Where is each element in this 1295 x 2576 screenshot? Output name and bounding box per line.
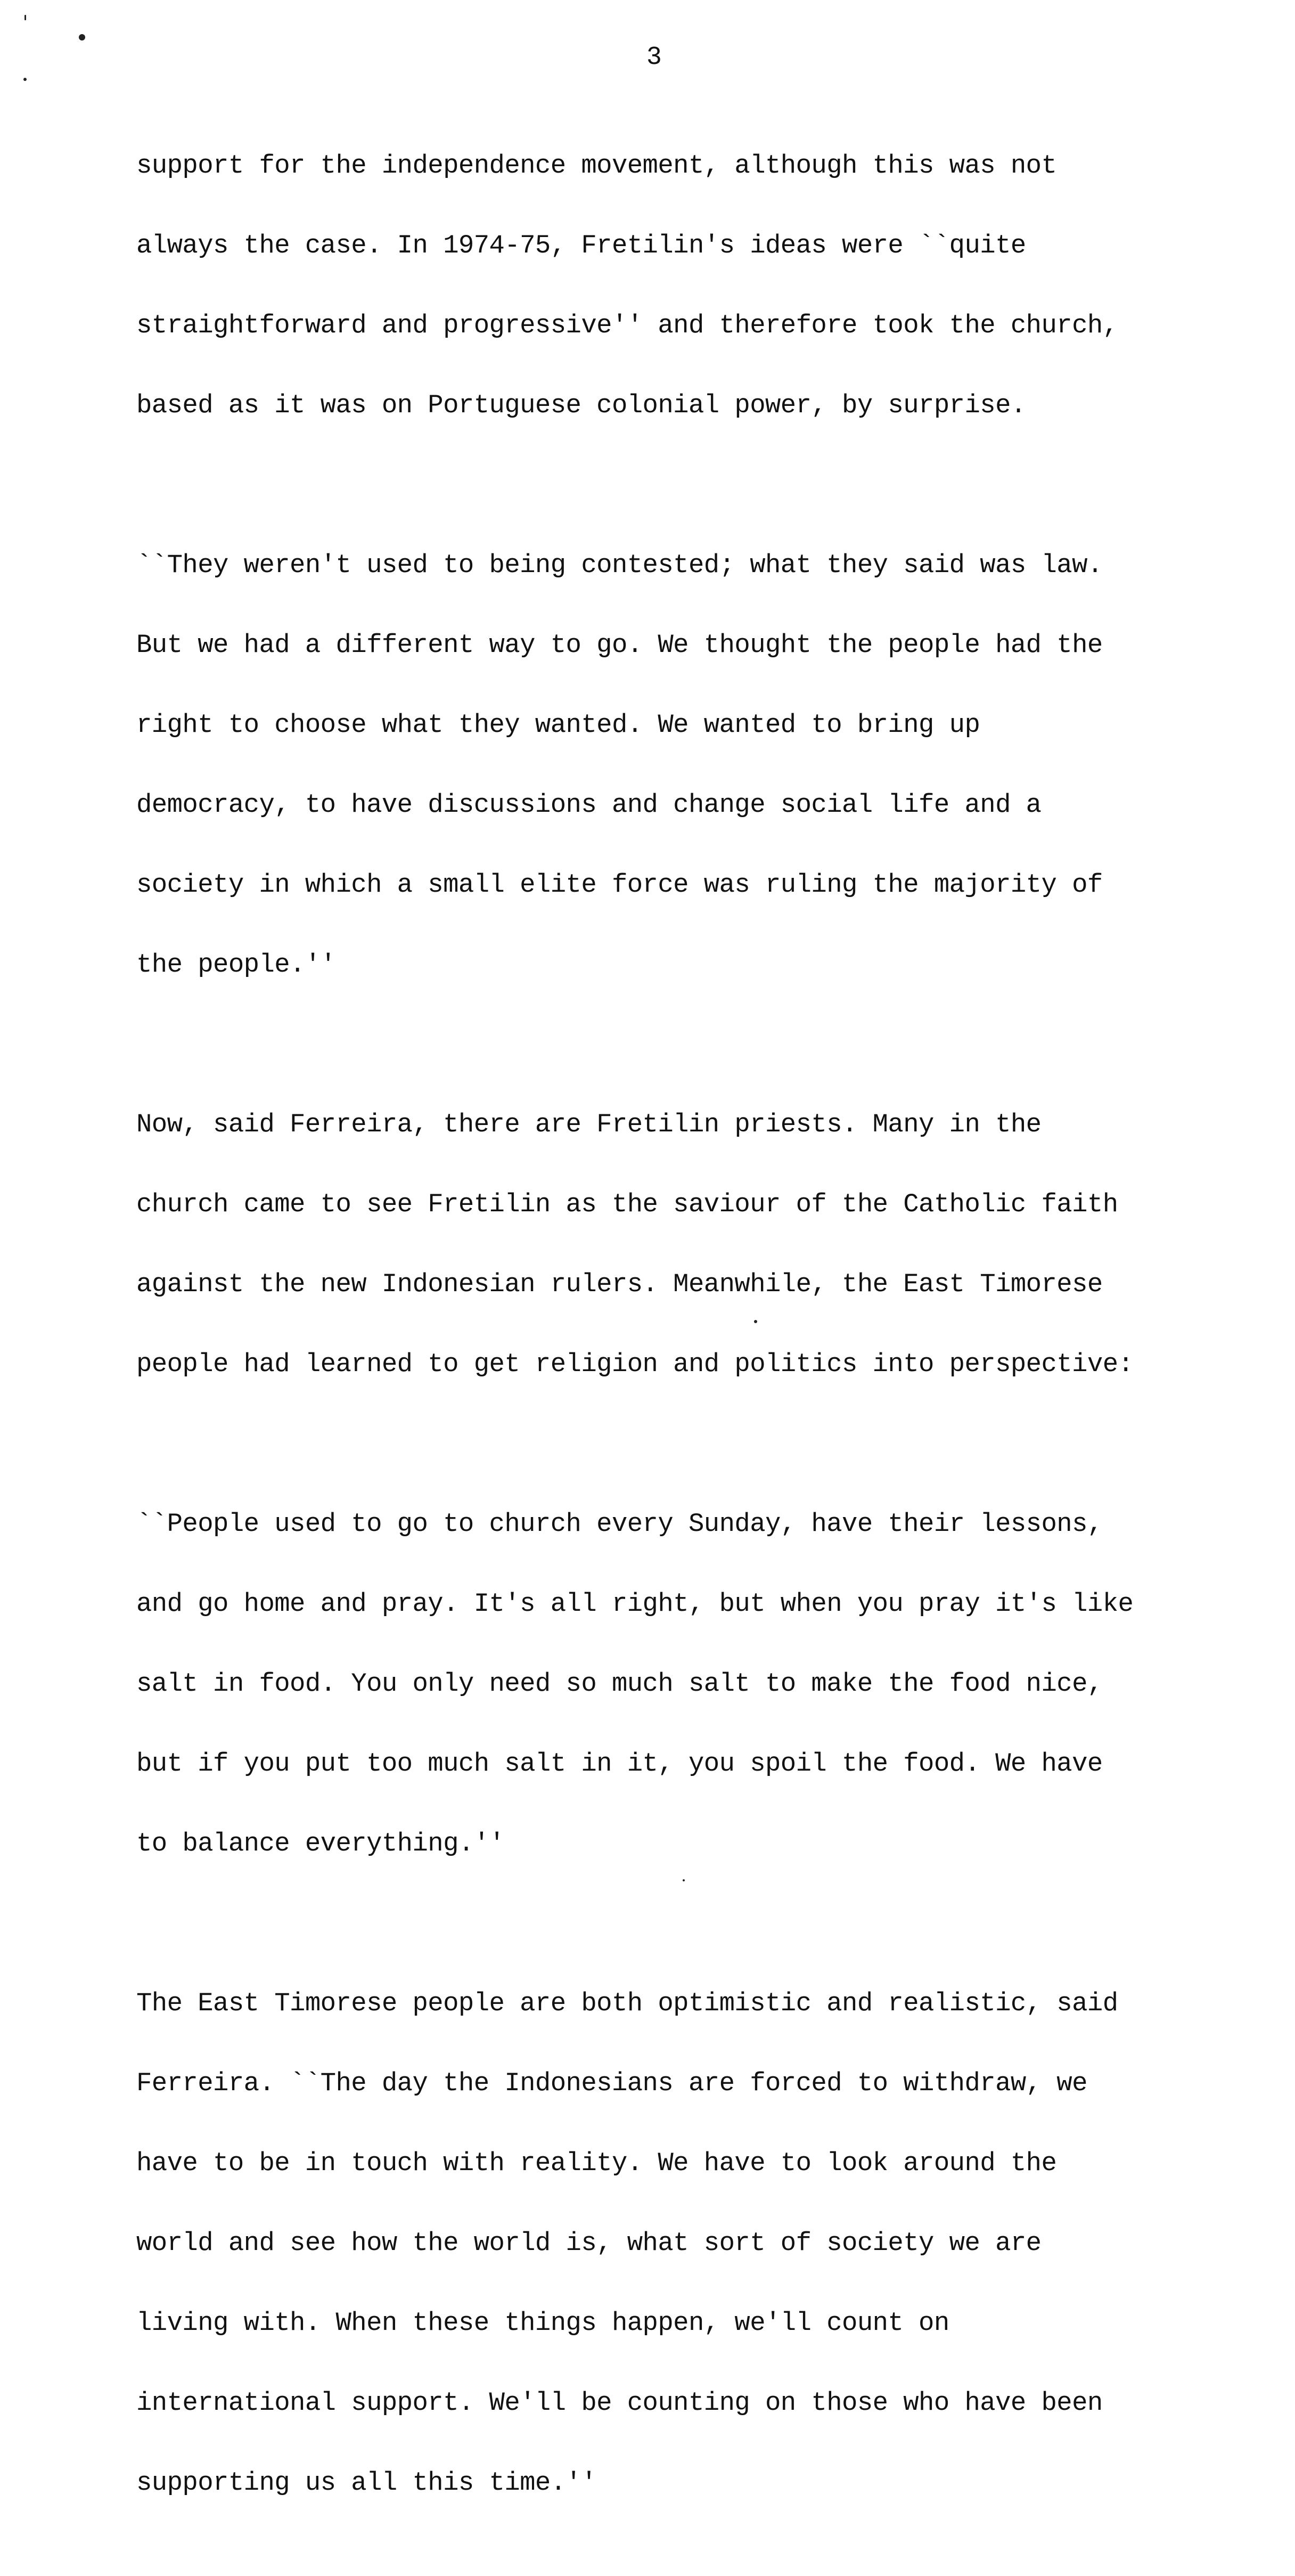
document-body (136, 99, 1255, 2576)
text-line: Ferreira. ``The day the Indonesians are forced to withdraw, we (136, 2068, 1087, 2098)
text-line: to balance everything.'' (136, 1829, 505, 1858)
text-line: The East Timorese people are both optimistic and realistic, said (136, 1988, 1118, 2018)
paragraph-4 (136, 1457, 1255, 1910)
paragraph-5 (136, 1937, 1255, 2549)
text-line: salt in food. You only need so much salt to make the food nice, (136, 1669, 1103, 1699)
paragraph-1 (136, 99, 1255, 472)
text-line: living with. When these things happen, we'll count on (136, 2308, 949, 2338)
text-line: have to be in touch with reality. We have to look around the (136, 2148, 1057, 2178)
text-line: but if you put too much salt in it, you spoil the food. We have (136, 1749, 1103, 1779)
scan-speck (79, 34, 85, 40)
text-line: But we had a different way to go. We thought the people had the (136, 630, 1103, 660)
text-line: church came to see Fretilin as the saviour of the Catholic faith (136, 1189, 1118, 1219)
text-line: always the case. In 1974-75, Fretilin's ideas were ``quite (136, 231, 1026, 260)
text-line: right to choose what they wanted. We wanted to bring up (136, 710, 980, 740)
text-line: international support. We'll be counting on those who have been (136, 2388, 1103, 2418)
text-line: people had learned to get religion and politics into perspective: (136, 1349, 1134, 1379)
text-line: against the new Indonesian rulers. Meanwhile, the East Timorese (136, 1269, 1103, 1299)
text-line: society in which a small elite force was ruling the majority of (136, 870, 1103, 900)
scan-speck (23, 78, 27, 81)
paragraph-2 (136, 499, 1255, 1031)
text-line: and go home and pray. It's all right, but when you pray it's like (136, 1589, 1134, 1619)
text-line: world and see how the world is, what sort of society we are (136, 2228, 1042, 2258)
text-line: Now, said Ferreira, there are Fretilin priests. Many in the (136, 1110, 1042, 1139)
text-line: ``They weren't used to being contested; what they said was law. (136, 550, 1103, 580)
text-line: support for the independence movement, although this was not (136, 151, 1057, 181)
text-line: based as it was on Portuguese colonial power, by surprise. (136, 390, 1026, 420)
text-line: the people.'' (136, 950, 336, 980)
scan-speck (24, 15, 26, 20)
page-number: 3 (646, 43, 662, 72)
text-line: supporting us all this time.'' (136, 2468, 597, 2498)
text-line: ``People used to go to church every Sunday, have their lessons, (136, 1509, 1103, 1539)
text-line: straightforward and progressive'' and therefore took the church, (136, 311, 1118, 340)
paragraph-3 (136, 1058, 1255, 1431)
text-line: democracy, to have discussions and change social life and a (136, 790, 1042, 820)
